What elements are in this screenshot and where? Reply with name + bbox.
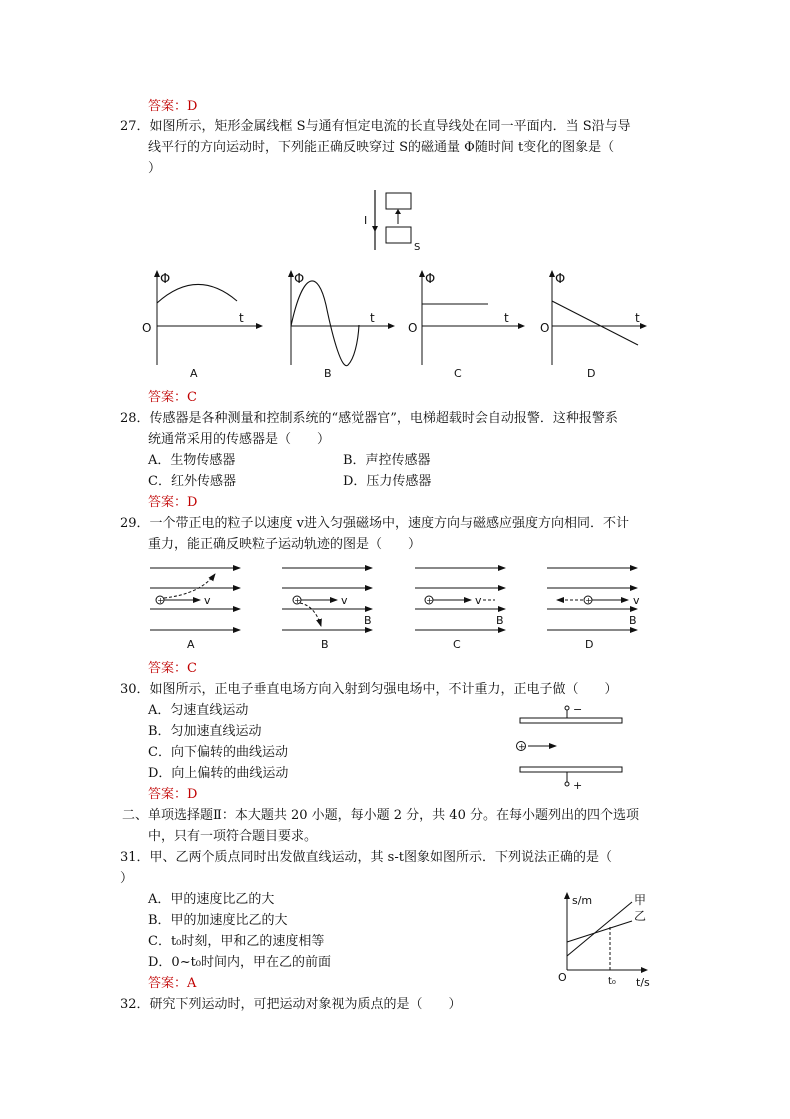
q27-stem-line2: 线平行的方向运动时，下列能正确反映穿过 S的磁通量 Φ随时间 t变化的图象是（ (148, 140, 615, 155)
field-panel-b (282, 568, 372, 651)
field-panel-d (547, 568, 640, 651)
q31-stem-line2: ） (120, 871, 134, 886)
current-label: I (364, 214, 368, 227)
q31-option-a: A．甲的速度比乙的大 (148, 892, 275, 907)
svg-text:+: + (157, 596, 164, 605)
svg-text:甲: 甲 (634, 893, 647, 907)
q29-stem-line1: 29．一个带正电的粒子以速度 v进入匀强磁场中，速度方向与磁感应强度方向相同．不计 (120, 516, 630, 531)
svg-text:+: + (426, 596, 433, 605)
svg-text:v: v (633, 594, 640, 607)
svg-text:Φ: Φ (555, 272, 566, 287)
wire-frame-diagram (360, 188, 430, 254)
svg-text:Φ: Φ (425, 272, 436, 287)
svg-text:t: t (635, 311, 640, 325)
svg-text:+: + (585, 596, 592, 605)
q31-answer: 答案：A (148, 976, 197, 991)
q28-option-b: B．声控传感器 (343, 453, 431, 468)
svg-text:B: B (496, 614, 504, 627)
frame-label: S (414, 242, 421, 253)
q29-answer: 答案：C (148, 661, 197, 676)
q29-stem-line2: 重力，能正确反映粒子运动轨迹的图是（ ） (148, 537, 422, 552)
q28-stem-line2: 统通常采用的传感器是（ ） (148, 432, 331, 447)
svg-text:O: O (558, 971, 567, 984)
svg-text:B: B (321, 638, 329, 651)
svg-text:v: v (204, 594, 211, 607)
q28-option-c: C．红外传感器 (148, 474, 236, 489)
svg-text:乙: 乙 (634, 909, 647, 923)
svg-text:+: + (573, 779, 583, 792)
svg-text:t: t (239, 311, 244, 325)
q27-stem-line1: 27．如图所示，矩形金属线框 S与通有恒定电流的长直导线处在同一平面内．当 S沿与导 (120, 119, 631, 134)
svg-text:D: D (587, 367, 596, 380)
svg-text:O: O (142, 321, 152, 335)
graph-d (540, 270, 647, 380)
q27-answer: 答案：C (148, 390, 197, 405)
svg-text:B: B (324, 367, 332, 380)
svg-text:s/m: s/m (572, 894, 593, 907)
svg-text:t/s: t/s (636, 976, 650, 988)
q28-stem-line1: 28．传感器是各种测量和控制系统的“感觉器官”，电梯超载时会自动报警．这种报警系 (120, 411, 618, 426)
svg-text:t: t (504, 311, 509, 325)
section2-line1: 二、单项选择题Ⅱ：本大题共 20 小题，每小题 2 分，共 40 分。在每小题列出的四个选项 (122, 808, 639, 823)
svg-text:−: − (573, 704, 583, 716)
field-panel-a (150, 568, 240, 651)
q28-answer: 答案：D (148, 495, 198, 510)
q30-option-a: A．匀速直线运动 (148, 703, 249, 718)
graph-b (288, 270, 395, 380)
svg-text:O: O (540, 321, 550, 335)
q28-option-d: D．压力传感器 (343, 474, 432, 489)
svg-text:+: + (294, 596, 301, 605)
svg-text:B: B (364, 614, 372, 627)
svg-text:+: + (518, 742, 526, 753)
q32-stem: 32．研究下列运动时，可把运动对象视为质点的是（ ） (120, 997, 462, 1012)
graph-a (142, 270, 263, 380)
q31-stem-line1: 31．甲、乙两个质点同时出发做直线运动，其 s-t图象如图所示．下列说法正确的是（ (120, 850, 612, 865)
line-yi (567, 921, 632, 942)
q26-answer: 答案：D (148, 99, 198, 114)
svg-text:A: A (190, 367, 198, 380)
q31-option-c: C．t₀时刻，甲和乙的速度相等 (148, 934, 325, 949)
svg-text:t: t (370, 311, 375, 325)
section2-line2: 中，只有一项符合题目要求。 (148, 829, 318, 844)
q30-answer: 答案：D (148, 787, 198, 802)
svg-text:O: O (408, 321, 418, 335)
flux-graphs (140, 265, 670, 385)
q30-stem: 30．如图所示，正电子垂直电场方向入射到匀强电场中，不计重力，正电子做（ ） (120, 682, 618, 697)
s-t-graph (552, 888, 662, 988)
q30-option-d: D．向上偏转的曲线运动 (148, 766, 289, 781)
svg-text:v: v (341, 594, 348, 607)
svg-text:B: B (629, 614, 637, 627)
graph-c (408, 270, 525, 380)
q31-option-d: D．0~t₀时间内，甲在乙的前面 (148, 955, 332, 970)
svg-text:Φ: Φ (294, 272, 305, 287)
q30-option-c: C．向下偏转的曲线运动 (148, 745, 288, 760)
magnetic-field-figure (145, 560, 655, 652)
q28-option-a: A．生物传感器 (148, 453, 236, 468)
svg-text:Φ: Φ (160, 272, 171, 287)
svg-text:v: v (475, 594, 482, 607)
line-jia (567, 902, 632, 956)
svg-text:A: A (187, 638, 195, 651)
q31-option-b: B．甲的加速度比乙的大 (148, 913, 288, 928)
electric-field-figure (510, 704, 630, 792)
field-panel-c (415, 568, 505, 651)
q27-stem-line3: ） (148, 161, 162, 176)
svg-text:D: D (585, 638, 594, 651)
q30-option-b: B．匀加速直线运动 (148, 724, 262, 739)
svg-text:t₀: t₀ (608, 976, 616, 987)
svg-text:C: C (453, 638, 461, 651)
svg-text:C: C (454, 367, 462, 380)
